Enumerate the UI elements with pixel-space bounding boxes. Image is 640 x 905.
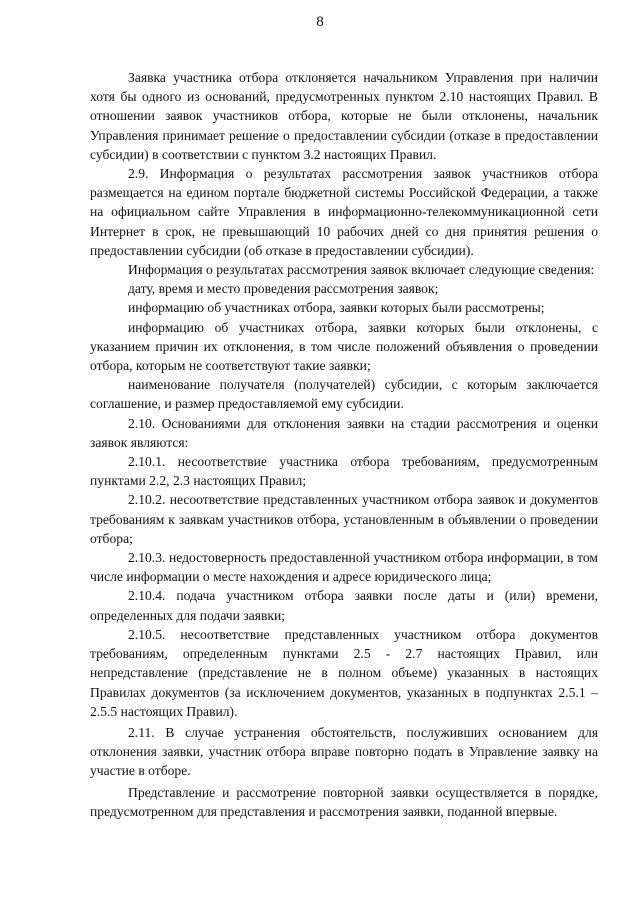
list-item: наименование получателя (получателей) субсидии, с которым заключается соглашение, и размер предоставляемой ему субсидии. bbox=[90, 377, 598, 412]
document-body bbox=[90, 68, 598, 821]
list-item: дату, время и место проведения рассмотрения заявок; bbox=[128, 281, 439, 297]
list-item: информацию об участниках отбора, заявки которых были рассмотрены; bbox=[128, 300, 545, 316]
paragraph: Информация о результатах рассмотрения заявок включает следующие сведения: bbox=[128, 262, 595, 278]
subsection-2-10-2: 2.10.2. несоответствие представленных участником отбора заявок и документов требованиям к заявкам участников отбора, установленным в объявлении о проведении отбора; bbox=[90, 492, 598, 546]
subsection-2-10-3: 2.10.3. недостоверность предоставленной участником отбора информации, в том числе информации о месте нахождения и адресе юридического лица; bbox=[90, 550, 598, 585]
subsection-2-10-1: 2.10.1. несоответствие участника отбора требованиям, предусмотренным пунктами 2.2, 2.3 настоящих Правил; bbox=[90, 454, 598, 489]
subsection-2-10-5: 2.10.5. несоответствие представленных участником отбора документов требованиям, определенным пунктами 2.5 - 2.7 настоящих Правил, или непредставление (представление не в полном объеме) указанных в настоящих Правилах документов (за исключением документов, указанных в подпунктах 2.5.1 – 2.5.5 настоящих Правил). bbox=[90, 626, 598, 719]
list-item: информацию об участниках отбора, заявки которых были отклонены, с указанием причин их отклонения, в том числе положений объявления о проведении отбора, которым не соответствуют такие заявки; bbox=[90, 319, 598, 374]
subsection-2-10-4: 2.10.4. подача участником отбора заявки после даты и (или) времени, определенных для подачи заявки; bbox=[90, 588, 598, 623]
paragraph-section-2-10: 2.10. Основаниями для отклонения заявки на стадии рассмотрения и оценки заявок являются: bbox=[90, 415, 598, 450]
page-number: 8 bbox=[316, 14, 324, 30]
paragraph-section-2-9: 2.9. Информация о результатах рассмотрения заявок участников отбора размещается на едином портале бюджетной системы Российской Федерации, а также на официальном сайте Управления в информационно-телекоммуникационной сети Интернет в срок, не превышающий 10 рабочих дней со дня принятия решения о предоставлении субсидии (об отказе в предоставлении субсидии). bbox=[90, 166, 598, 258]
paragraph: Заявка участника отбора отклоняется начальником Управления при наличии хотя бы одного из оснований, предусмотренных пунктом 2.10 настоящих Правил. В отношении заявок участников отбора, которые не были отклонены, начальник Управления принимает решение о предоставлении субсидии (отказе в предоставлении субсидии) в соответствии с пунктом 3.2 настоящих Правил. bbox=[90, 70, 598, 162]
paragraph: Представление и рассмотрение повторной заявки осуществляется в порядке, предусмотренном для представления и рассмотрения заявки, поданной впервые. bbox=[90, 784, 598, 819]
paragraph-section-2-11: 2.11. В случае устранения обстоятельств, послуживших основанием для отклонения заявки, участник отбора вправе повторно подать в Управление заявку на участие в отборе. bbox=[90, 724, 598, 779]
